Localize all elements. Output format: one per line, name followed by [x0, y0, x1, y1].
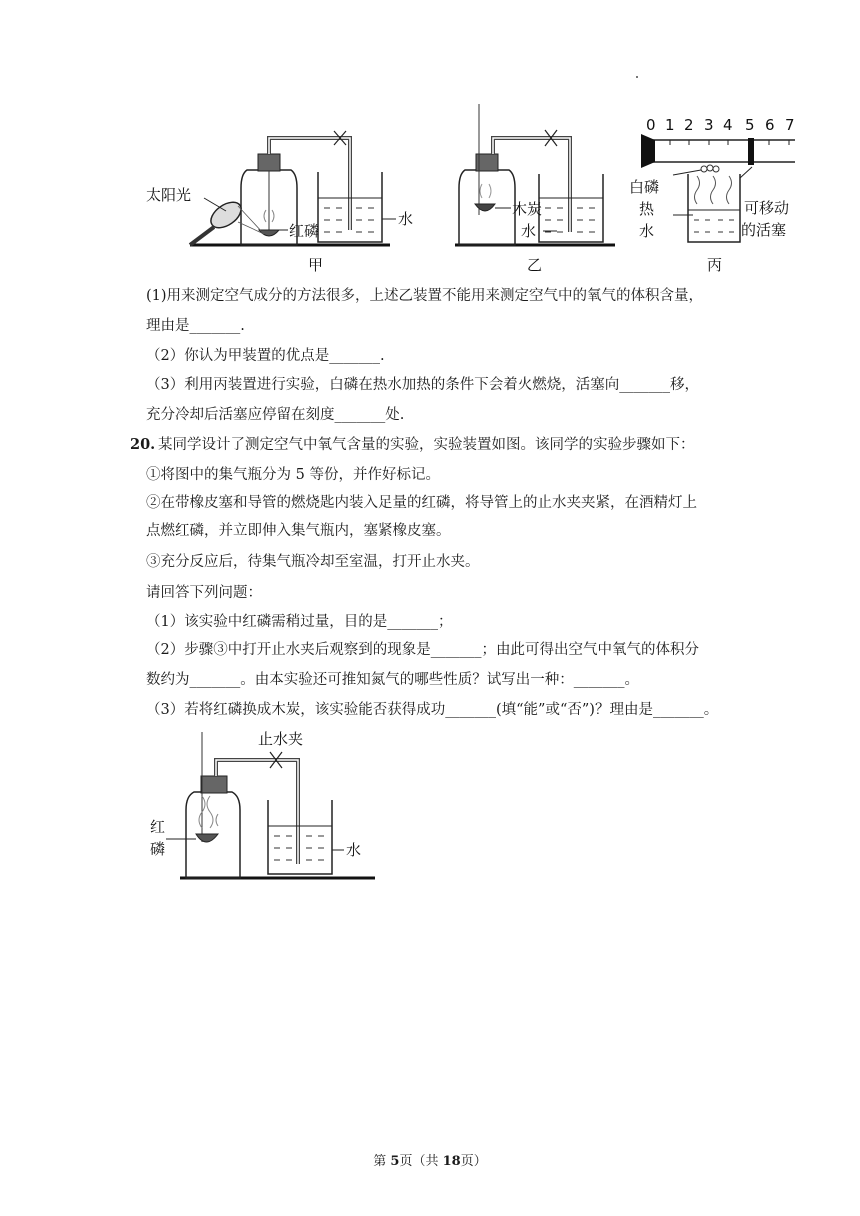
q19-line-5: 充分冷却后活塞应停留在刻度_______处. — [146, 407, 405, 423]
label-piston-2: 的活塞 — [741, 221, 787, 239]
figure-q20 — [140, 722, 390, 887]
q20-answer-3: （3）若将红磷换成木炭，该实验能否获得成功_______(填“能”或“否”)？理由是_______。 — [146, 702, 719, 718]
q20-step-3: ③充分反应后，待集气瓶冷却至室温，打开止水夹。 — [146, 554, 480, 570]
figure-bing — [615, 112, 800, 278]
q20-step-2b: 点燃红磷，并立即伸入集气瓶内，塞紧橡皮塞。 — [146, 523, 451, 539]
q19-line-4: （3）利用丙装置进行实验，白磷在热水加热的条件下会着火燃烧，活塞向_______移， — [146, 377, 699, 393]
figure-jia — [140, 118, 430, 278]
caption-bing: 丙 — [707, 256, 723, 274]
label-clamp: 止水夹 — [258, 730, 304, 748]
q20-answer-2a: （2）步骤③中打开止水夹后观察到的现象是_______；由此可得出空气中氧气的体积分 — [146, 642, 699, 658]
q19-line-1: (1)用来测定空气成分的方法很多，上述乙装置不能用来测定空气中的氧气的体积含量， — [146, 288, 704, 304]
scale-6: 6 — [765, 116, 775, 134]
label-hot-1: 热 — [639, 200, 655, 218]
q20-step-1: ①将图中的集气瓶分为 5 等份，并作好标记。 — [146, 467, 440, 483]
scale-7: 7 — [785, 116, 795, 134]
label-piston-1: 可移动 — [744, 199, 790, 217]
q20-answer-1: （1）该实验中红磷需稍过量，目的是_______； — [146, 614, 453, 630]
label-water: 水 — [398, 210, 414, 228]
label-water-q20: 水 — [346, 841, 362, 859]
label-red-1: 红 — [150, 818, 166, 836]
caption-jia: 甲 — [308, 256, 324, 274]
label-hot-2: 水 — [639, 222, 655, 240]
label-white-phosphorus: 白磷 — [629, 178, 660, 196]
q19-line-2: 理由是_______. — [146, 318, 245, 334]
scale-2: 2 — [684, 116, 694, 134]
label-water-yi: 水 — [521, 222, 537, 240]
q20-answer-2b: 数约为_______。由本实验还可推知氮气的哪些性质？试写出一种：_______。 — [146, 672, 639, 688]
scale-4: 4 — [723, 116, 733, 134]
q20-step-2a: ②在带橡皮塞和导管的燃烧匙内装入足量的红磷，将导管上的止水夹夹紧，在酒精灯上 — [146, 495, 697, 511]
scale-5: 5 — [745, 116, 755, 134]
speck — [636, 76, 638, 78]
page-total: 18 — [442, 1154, 461, 1169]
q20-prompt: 请回答下列问题： — [146, 585, 262, 601]
q20-number: 20. — [130, 436, 156, 453]
label-red-2: 磷 — [150, 840, 166, 858]
scale-1: 1 — [665, 116, 675, 134]
scale-3: 3 — [704, 116, 714, 134]
figure-yi — [445, 100, 625, 278]
label-sunlight: 太阳光 — [146, 186, 192, 204]
page-number: 5 — [390, 1154, 400, 1169]
label-red-phosphorus: 红磷 — [289, 222, 320, 240]
page-footer: 第 5页（共 18页） — [373, 1154, 487, 1169]
q19-line-3: （2）你认为甲装置的优点是_______. — [146, 348, 385, 364]
q20-stem: 某同学设计了测定空气中氧气含量的实验，实验装置如图。该同学的实验步骤如下： — [158, 437, 695, 453]
label-charcoal: 木炭 — [512, 200, 543, 218]
scale-0: 0 — [646, 116, 656, 134]
caption-yi: 乙 — [527, 256, 543, 274]
